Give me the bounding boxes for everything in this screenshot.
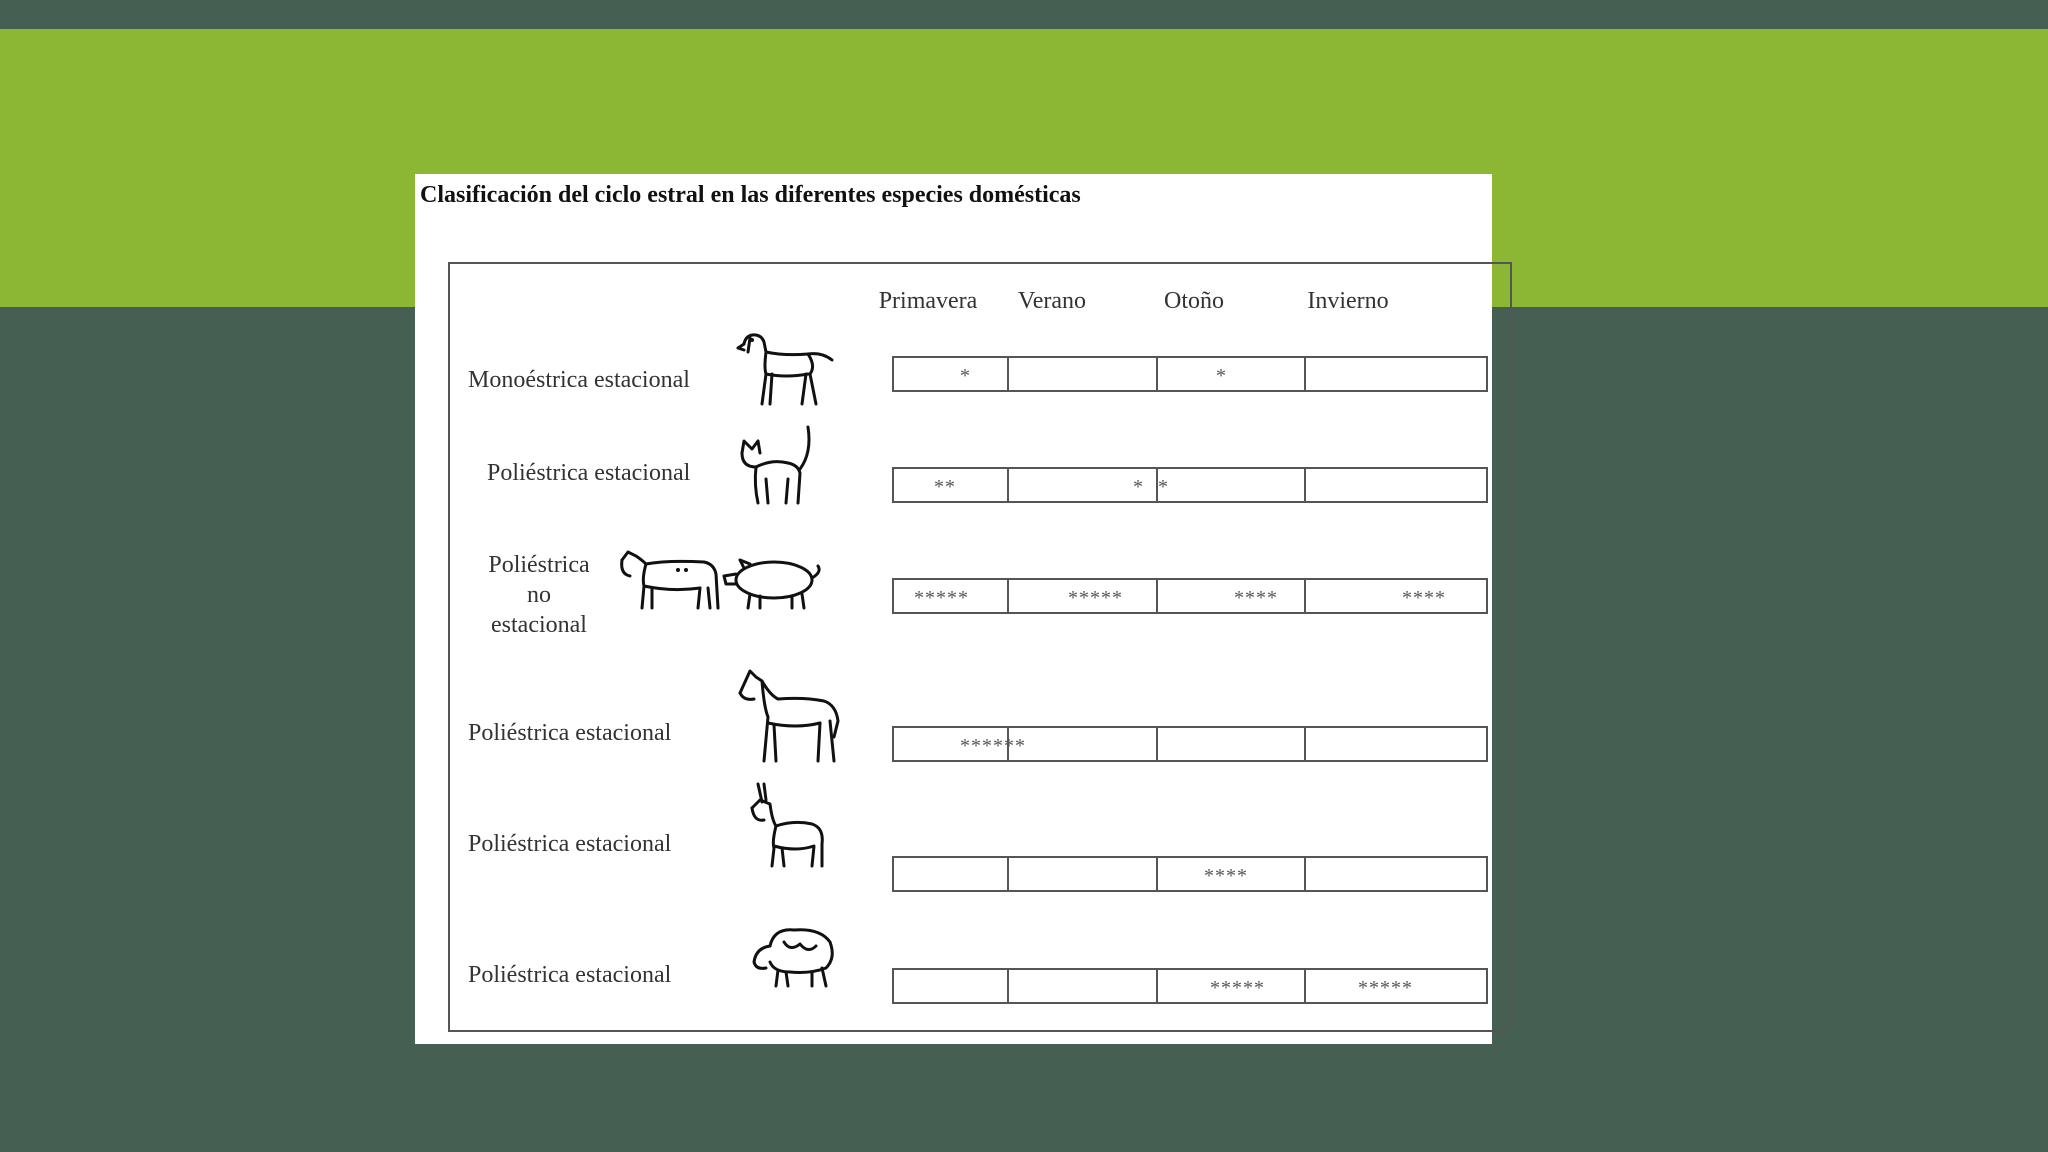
row-bar-6 — [892, 968, 1488, 1004]
row-bar-5 — [892, 856, 1488, 892]
header-primavera: Primavera — [878, 288, 978, 314]
dog-icon — [736, 330, 836, 410]
header-verano: Verano — [1018, 288, 1086, 314]
row-bar-2 — [892, 467, 1488, 503]
row-label-4: Poliéstrica estacional — [468, 720, 672, 746]
cell-6-otono: ***** — [1210, 977, 1265, 999]
cow-icon — [618, 546, 722, 616]
row-label-3 — [484, 550, 594, 640]
sheep-icon — [750, 922, 838, 992]
cell-3-invierno: **** — [1402, 587, 1446, 609]
cell-4-primavera: ****** — [960, 735, 1026, 757]
goat-icon — [746, 780, 832, 872]
cell-3-otono: **** — [1234, 587, 1278, 609]
cell-1-otono: * — [1216, 365, 1227, 387]
table-title: Clasificación del ciclo estral en las diferentes especies domésticas — [420, 182, 1081, 208]
slide-image — [415, 174, 1492, 1044]
estrous-table — [448, 262, 1512, 1032]
row-label-5: Poliéstrica estacional — [468, 831, 672, 857]
row-label-6: Poliéstrica estacional — [468, 962, 672, 988]
cat-icon — [736, 423, 826, 509]
row-label-3-line-1: Poliéstrica — [488, 552, 590, 578]
cell-2-otono: * — [1158, 476, 1169, 498]
row-bar-1 — [892, 356, 1488, 392]
cell-2-verano: * — [1133, 476, 1144, 498]
row-bar-3 — [892, 578, 1488, 614]
row-bar-4 — [892, 726, 1488, 762]
cell-5-otono: **** — [1204, 865, 1248, 887]
row-label-1: Monoéstrica estacional — [468, 367, 690, 393]
header-invierno: Invierno — [1307, 288, 1389, 314]
row-label-2: Poliéstrica estacional — [487, 460, 691, 486]
horse-icon — [734, 667, 846, 767]
pig-icon — [720, 552, 826, 614]
top-strip — [0, 0, 2048, 29]
cell-6-invierno: ***** — [1358, 977, 1413, 999]
header-otono: Otoño — [1164, 288, 1224, 314]
cell-2-primavera: ** — [934, 476, 956, 498]
cell-1-primavera: * — [960, 365, 971, 387]
cell-3-verano: ***** — [1068, 587, 1123, 609]
row-label-3-line-3: estacional — [491, 612, 587, 638]
cell-3-primavera: ***** — [914, 587, 969, 609]
row-label-3-line-2: no — [527, 582, 551, 608]
